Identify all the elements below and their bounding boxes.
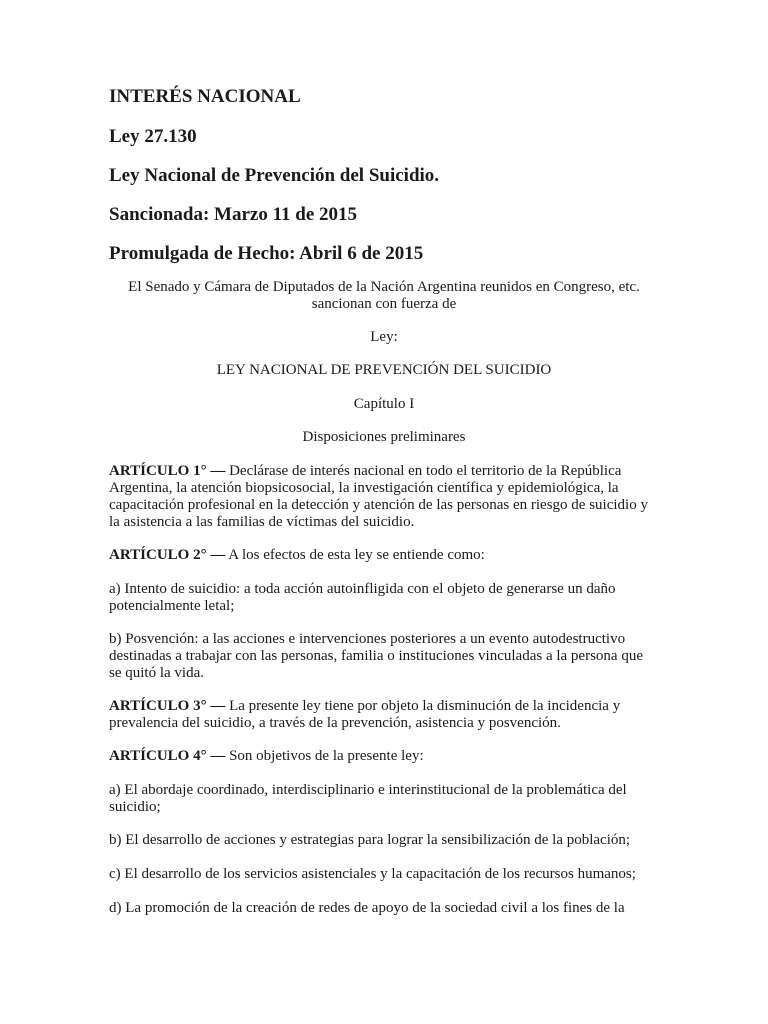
article-4 <box>109 748 659 765</box>
article-4-item-d: d) La promoción de la creación de redes de apoyo de la sociedad civil a los fines de la <box>109 900 625 916</box>
article-2-text: A los efectos de esta ley se entiende como: <box>225 547 485 563</box>
preamble-line-2: sancionan con fuerza de <box>311 296 457 312</box>
chapter-title: Disposiciones preliminares <box>302 429 466 445</box>
sanctioned-heading: Sancionada: Marzo 11 de 2015 <box>109 204 358 225</box>
article-3-label: ARTÍCULO 3° — <box>109 698 226 714</box>
law-caps-title: LEY NACIONAL DE PREVENCIÓN DEL SUICIDIO <box>216 362 552 378</box>
article-2-label: ARTÍCULO 2° — <box>109 547 226 563</box>
promulgated-heading: Promulgada de Hecho: Abril 6 de 2015 <box>109 243 424 264</box>
article-3 <box>109 698 659 732</box>
article-2-item-b: b) Posvención: a las acciones e intervenciones posteriores a un evento autodestructivo destinadas a trabajar con las personas, familia o instituciones vinculadas a la persona que se quitó la vida. <box>109 631 643 681</box>
article-3-text: La presente ley tiene por objeto la disminución de la incidencia y prevalencia del suicidio, a través de la prevención, asistencia y posvención. <box>109 698 621 731</box>
preamble-line-1: El Senado y Cámara de Diputados de la Nación Argentina reunidos en Congreso, etc. <box>128 279 640 295</box>
article-4-text: Son objetivos de la presente ley: <box>225 748 424 764</box>
law-title-heading: Ley Nacional de Prevención del Suicidio. <box>109 165 440 186</box>
article-1-text: Declárase de interés nacional en todo el territorio de la República Argentina, la atención biopsicosocial, la investigación científica y epidemiológica, la capacitación profesional en la detección y atención de las personas en riesgo de suicidio y la asistencia a las familias de víctimas del suicidio. <box>109 463 648 530</box>
article-4-label: ARTÍCULO 4° — <box>109 748 226 764</box>
article-4-item-b: b) El desarrollo de acciones y estrategias para lograr la sensibilización de la población; <box>109 832 631 848</box>
ley-label: Ley: <box>370 329 398 345</box>
article-2-item-a: a) Intento de suicidio: a toda acción autoinfligida con el objeto de generarse un daño potencialmente letal; <box>109 581 616 614</box>
article-4-item-a: a) El abordaje coordinado, interdisciplinario e interinstitucional de la problemática del suicidio; <box>109 782 627 815</box>
article-1 <box>109 463 659 531</box>
law-number-heading: Ley 27.130 <box>109 126 197 147</box>
article-2 <box>109 547 659 564</box>
interest-heading: INTERÉS NACIONAL <box>109 86 301 107</box>
article-1-label: ARTÍCULO 1° — <box>109 463 226 479</box>
chapter-label: Capítulo I <box>353 396 415 412</box>
article-4-item-c: c) El desarrollo de los servicios asistenciales y la capacitación de los recursos humanos; <box>109 866 636 882</box>
